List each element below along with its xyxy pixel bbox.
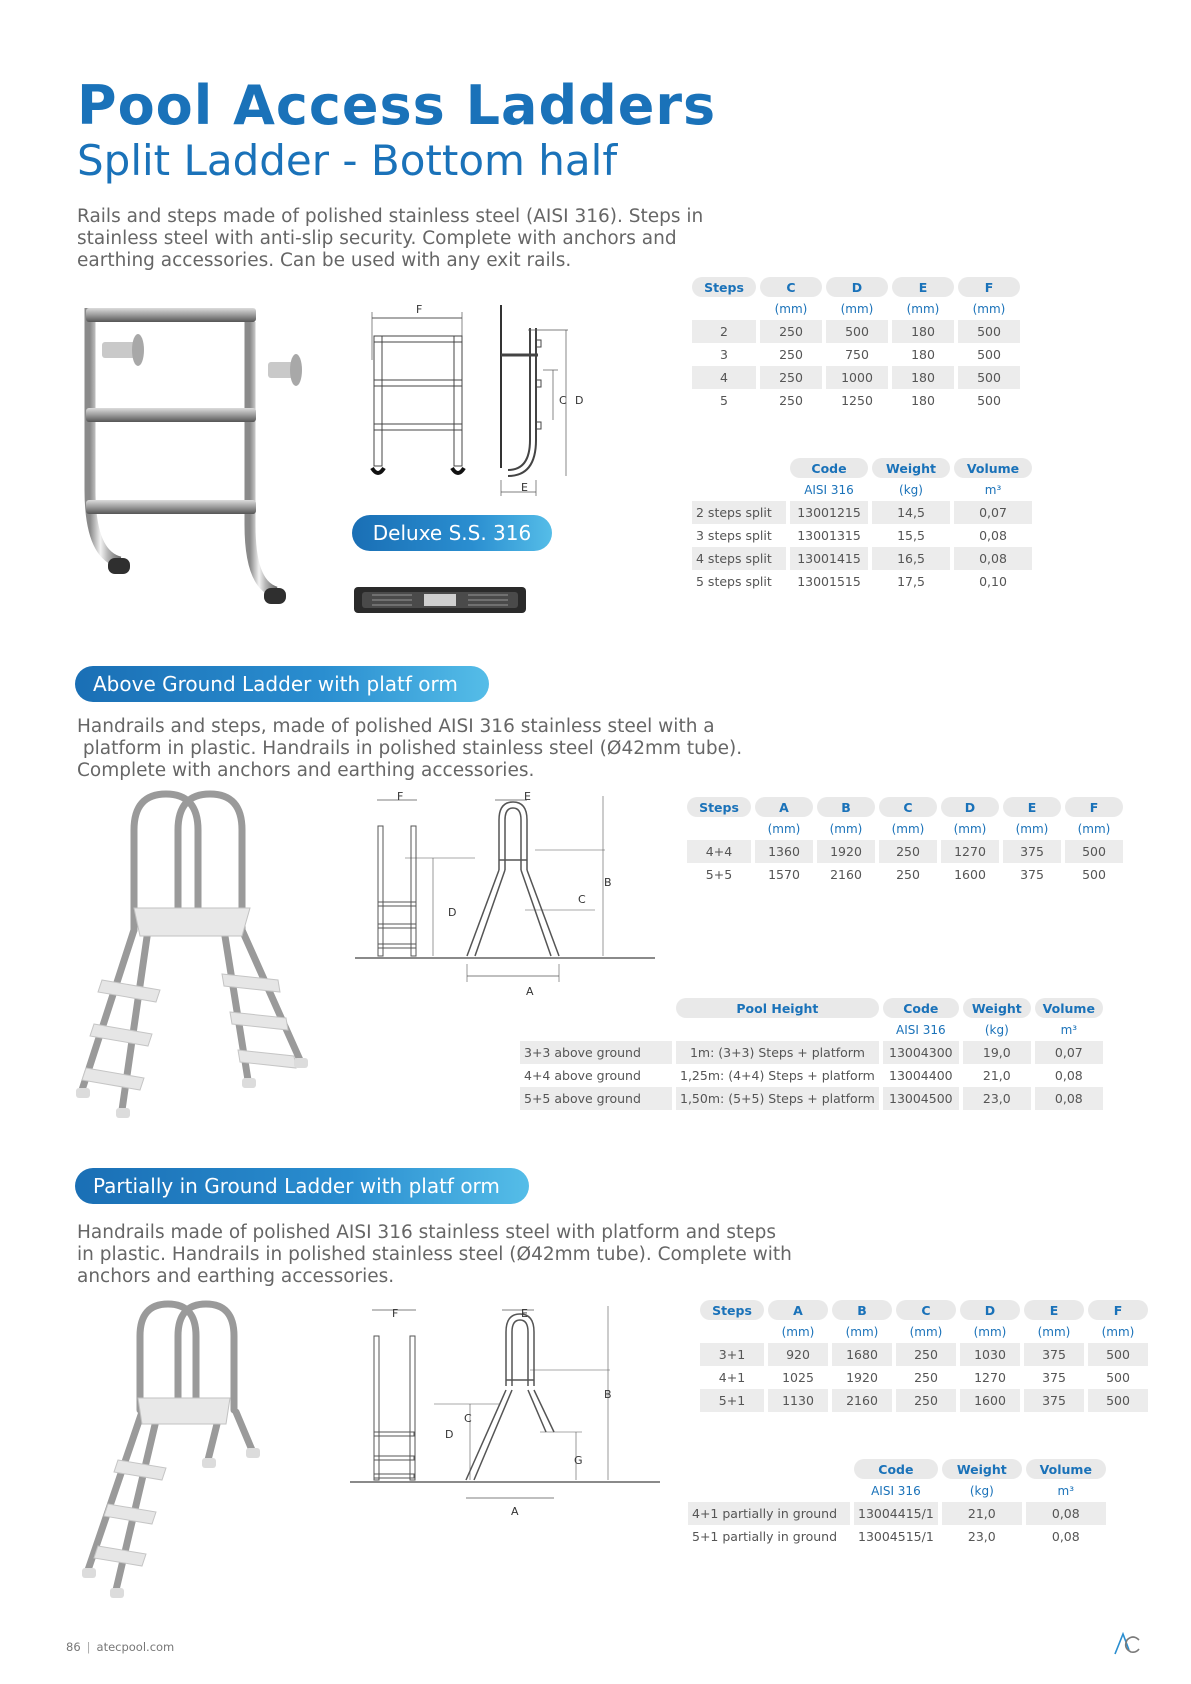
col-header: Volume <box>1026 1459 1106 1479</box>
col-header: Weight <box>963 998 1031 1018</box>
partial-ground-ladder-photo <box>80 1300 280 1600</box>
col-header: E <box>892 277 954 297</box>
table-row <box>692 389 1020 412</box>
table-cell: 3+3 above ground <box>520 1041 672 1064</box>
table-row <box>692 570 1032 593</box>
table-cell: 4 <box>692 366 756 389</box>
partial-codes-table <box>684 1459 1110 1548</box>
table-cell: 15,5 <box>897 528 925 543</box>
table-cell: 1600 <box>954 867 986 882</box>
col-header: A <box>768 1300 828 1320</box>
table-cell: 5 <box>720 393 728 408</box>
table-cell: 250 <box>896 1389 956 1412</box>
col-header: C <box>896 1300 956 1320</box>
table-cell: 1270 <box>941 840 999 863</box>
table-cell: 500 <box>958 366 1020 389</box>
col-header: C <box>879 797 937 817</box>
unit-cell <box>692 297 756 320</box>
table-row <box>687 840 1123 863</box>
unit-cell: (mm) <box>829 821 863 836</box>
table-cell: 1250 <box>841 393 873 408</box>
brand-logo-icon <box>1113 1632 1141 1656</box>
table-cell: 1000 <box>826 366 888 389</box>
table-cell: 13001315 <box>797 528 861 543</box>
page-footer <box>66 1640 174 1654</box>
table-cell: 2 <box>692 320 756 343</box>
table-cell: 0,08 <box>1026 1502 1106 1525</box>
table-cell: 180 <box>911 393 935 408</box>
table-row <box>692 366 1020 389</box>
table-row <box>700 1389 1148 1412</box>
table-cell: 1600 <box>960 1389 1020 1412</box>
col-header: Volume <box>954 458 1032 478</box>
table-cell: 5 steps split <box>696 574 772 589</box>
col-header: C <box>760 277 822 297</box>
table-cell: 4 steps split <box>692 547 786 570</box>
table-cell: 4+1 <box>718 1370 746 1385</box>
table-cell: 17,5 <box>897 574 925 589</box>
col-header <box>520 998 672 1018</box>
table-cell: 21,0 <box>942 1502 1022 1525</box>
unit-cell: (mm) <box>973 1324 1007 1339</box>
col-header: Volume <box>1035 998 1103 1018</box>
col-header: Code <box>790 458 868 478</box>
col-header: Steps <box>692 277 756 297</box>
table-row <box>688 1502 1106 1525</box>
deluxe-badge: Deluxe S.S. 316 <box>352 515 552 551</box>
intro-paragraph: Rails and steps made of polished stainless steel (AISI 316). Steps in stainless steel with anti-slip security. Complete with anchors and earthing accessories. Can be used with any exit rails. <box>77 206 704 271</box>
partial-dimensions-table <box>696 1300 1152 1412</box>
col-header: Weight <box>942 1459 1022 1479</box>
unit-cell: (mm) <box>1037 1324 1071 1339</box>
above-ground-dimension-drawing <box>355 790 655 990</box>
table-cell: 1m: (3+3) Steps + platform <box>676 1041 879 1064</box>
table-cell: 13004400 <box>889 1068 953 1083</box>
table-cell: 3+1 <box>700 1343 764 1366</box>
unit-cell <box>688 1479 850 1502</box>
table-cell: 14,5 <box>872 501 950 524</box>
table-cell: 13004300 <box>883 1041 959 1064</box>
unit-cell: (mm) <box>774 301 808 316</box>
unit-cell: AISI 316 <box>804 482 854 497</box>
dim-label-c: C <box>464 1412 472 1425</box>
col-header: Steps <box>700 1300 764 1320</box>
table-cell: 500 <box>1088 1389 1148 1412</box>
col-header: Weight <box>872 458 950 478</box>
unit-cell: (mm) <box>1077 821 1111 836</box>
dim-label-d: D <box>445 1428 454 1441</box>
table-cell: 13004500 <box>883 1087 959 1110</box>
table-cell: 1570 <box>768 867 800 882</box>
table-cell: 19,0 <box>963 1041 1031 1064</box>
dim-label-b: B <box>604 1388 612 1401</box>
unit-cell <box>676 1018 879 1041</box>
table-cell: 2160 <box>832 1389 892 1412</box>
unit-cell: (mm) <box>781 1324 815 1339</box>
dim-label-a: A <box>526 985 534 998</box>
table-cell: 180 <box>892 320 954 343</box>
col-header: B <box>817 797 875 817</box>
table-cell: 1360 <box>755 840 813 863</box>
unit-cell: m³ <box>984 482 1002 497</box>
table-cell: 250 <box>896 1343 956 1366</box>
table-cell: 4+4 above ground <box>524 1068 641 1083</box>
table-cell: 0,08 <box>979 528 1007 543</box>
table-cell: 1680 <box>832 1343 892 1366</box>
footer-site[interactable]: atecpool.com <box>96 1640 175 1654</box>
col-header <box>692 458 786 478</box>
table-cell: 1025 <box>782 1370 814 1385</box>
table-cell: 375 <box>1042 1370 1066 1385</box>
table-cell: 16,5 <box>872 547 950 570</box>
table-cell: 500 <box>826 320 888 343</box>
table-cell: 250 <box>879 840 937 863</box>
table-cell: 500 <box>1065 840 1123 863</box>
table-cell: 5+5 <box>705 867 733 882</box>
table-cell: 21,0 <box>982 1068 1011 1083</box>
unit-cell: (mm) <box>840 301 874 316</box>
table-cell: 5+5 above ground <box>520 1087 672 1110</box>
table-cell: 920 <box>768 1343 828 1366</box>
above-ground-ladder-photo <box>72 790 332 1130</box>
footer-separator: | <box>86 1640 91 1654</box>
table-cell: 500 <box>977 393 1001 408</box>
unit-cell: AISI 316 <box>896 1022 946 1037</box>
col-header: D <box>960 1300 1020 1320</box>
table-cell: 0,08 <box>954 547 1032 570</box>
col-header: F <box>1088 1300 1148 1320</box>
table-cell: 5+1 <box>700 1389 764 1412</box>
dim-label-g: G <box>574 1454 583 1467</box>
table-cell: 1,25m: (4+4) Steps + platform <box>680 1068 875 1083</box>
col-header: Code <box>883 998 959 1018</box>
table-cell: 2 steps split <box>692 501 786 524</box>
above-ground-description: Handrails and steps, made of polished AISI 316 stainless steel with a platform in plastic. Handrails in polished stainless steel (Ø42mm tube). Complete with anchors and earthing accessories. <box>77 716 743 781</box>
col-header: F <box>958 277 1020 297</box>
table-row <box>520 1064 1103 1087</box>
table-cell: 1,50m: (5+5) Steps + platform <box>676 1087 879 1110</box>
table-cell: 180 <box>911 347 935 362</box>
dim-label-f: F <box>416 303 423 316</box>
unit-cell: m³ <box>1057 1483 1075 1498</box>
dim-label-e: E <box>524 790 531 803</box>
split-codes-table <box>688 458 1036 593</box>
above-dimensions-table <box>683 797 1127 886</box>
table-cell: 23,0 <box>967 1529 996 1544</box>
col-header: F <box>1065 797 1123 817</box>
table-row <box>692 524 1032 547</box>
table-cell: 750 <box>845 347 869 362</box>
col-header: Pool Height <box>676 998 879 1018</box>
col-header: D <box>941 797 999 817</box>
table-cell: 2160 <box>830 867 862 882</box>
table-row <box>700 1343 1148 1366</box>
above-codes-table <box>516 998 1107 1110</box>
col-header: E <box>1024 1300 1084 1320</box>
table-cell: 180 <box>892 366 954 389</box>
split-ladder-photo <box>78 300 308 610</box>
unit-cell <box>692 478 786 501</box>
col-header: Steps <box>687 797 751 817</box>
table-cell: 250 <box>779 347 803 362</box>
table-cell: 375 <box>1024 1343 1084 1366</box>
table-cell: 500 <box>1106 1370 1130 1385</box>
dim-label-c: C <box>559 394 567 407</box>
table-row <box>692 501 1032 524</box>
table-cell: 250 <box>914 1370 938 1385</box>
table-cell: 4+4 <box>687 840 751 863</box>
table-cell: 500 <box>977 347 1001 362</box>
page-subtitle: Split Ladder - Bottom half <box>77 136 618 185</box>
table-cell: 1130 <box>768 1389 828 1412</box>
unit-cell: (mm) <box>1101 1324 1135 1339</box>
table-cell: 500 <box>1088 1343 1148 1366</box>
table-cell: 0,08 <box>1051 1529 1080 1544</box>
partial-ground-dimension-drawing <box>350 1300 660 1510</box>
dim-label-d: D <box>575 394 584 407</box>
dim-label-b: B <box>604 876 612 889</box>
table-cell: 3 steps split <box>696 528 772 543</box>
split-ladder-front-drawing <box>360 300 480 500</box>
table-row <box>700 1366 1148 1389</box>
unit-cell: (kg) <box>984 1022 1009 1037</box>
table-cell: 500 <box>1082 867 1106 882</box>
dim-label-f: F <box>392 1307 399 1320</box>
unit-cell: (mm) <box>972 301 1006 316</box>
table-cell: 1270 <box>974 1370 1006 1385</box>
table-cell: 1920 <box>846 1370 878 1385</box>
unit-cell <box>520 1018 672 1041</box>
table-cell: 0,07 <box>954 501 1032 524</box>
table-cell: 0,08 <box>1054 1068 1083 1083</box>
table-cell: 375 <box>1020 867 1044 882</box>
unit-cell <box>700 1320 764 1343</box>
dim-label-d: D <box>448 906 457 919</box>
unit-cell: (mm) <box>906 301 940 316</box>
unit-cell: (mm) <box>1015 821 1049 836</box>
step-tread-image <box>352 583 528 617</box>
table-row <box>692 343 1020 366</box>
unit-cell: (kg) <box>969 1483 994 1498</box>
table-cell: 250 <box>779 393 803 408</box>
col-header: E <box>1003 797 1061 817</box>
table-cell: 5+1 partially in ground <box>692 1529 838 1544</box>
dim-label-c: C <box>578 893 586 906</box>
table-cell: 13001215 <box>790 501 868 524</box>
table-cell: 23,0 <box>963 1087 1031 1110</box>
page-number: 86 <box>66 1640 81 1654</box>
unit-cell: (kg) <box>899 482 923 497</box>
unit-cell: (mm) <box>953 821 987 836</box>
table-cell: 0,10 <box>979 574 1007 589</box>
split-dimensions-table <box>688 277 1024 412</box>
table-row <box>520 1041 1103 1064</box>
table-row <box>520 1087 1103 1110</box>
col-header: Code <box>854 1459 938 1479</box>
table-cell: 1030 <box>960 1343 1020 1366</box>
col-header <box>688 1459 850 1479</box>
dim-label-e: E <box>521 1307 528 1320</box>
unit-cell <box>687 817 751 840</box>
table-cell: 250 <box>896 867 920 882</box>
table-cell: 250 <box>760 320 822 343</box>
table-cell: 0,07 <box>1035 1041 1103 1064</box>
unit-cell: AISI 316 <box>871 1483 921 1498</box>
col-header: B <box>832 1300 892 1320</box>
table-cell: 13001415 <box>790 547 868 570</box>
table-cell: 375 <box>1024 1389 1084 1412</box>
table-cell: 375 <box>1003 840 1061 863</box>
dim-label-e: E <box>521 481 528 494</box>
partial-ground-description: Handrails made of polished AISI 316 stainless steel with platform and steps in plastic. Handrails in polished stainless steel (Ø42mm tube). Complete with anchors and earthing accessories. <box>77 1222 792 1287</box>
page-title: Pool Access Ladders <box>77 74 717 137</box>
table-cell: 13001515 <box>797 574 861 589</box>
unit-cell: m³ <box>1060 1022 1078 1037</box>
table-cell: 4+1 partially in ground <box>688 1502 850 1525</box>
table-cell: 250 <box>760 366 822 389</box>
table-cell: 0,08 <box>1035 1087 1103 1110</box>
unit-cell: (mm) <box>909 1324 943 1339</box>
unit-cell: (mm) <box>891 821 925 836</box>
table-cell: 13004515/1 <box>858 1529 934 1544</box>
table-row <box>692 320 1020 343</box>
partial-ground-heading: Partially in Ground Ladder with platf orm <box>75 1168 529 1204</box>
unit-cell: (mm) <box>767 821 801 836</box>
dim-label-f: F <box>397 790 404 803</box>
table-cell: 13004415/1 <box>854 1502 938 1525</box>
unit-cell: (mm) <box>845 1324 879 1339</box>
table-row <box>688 1525 1106 1548</box>
table-cell: 500 <box>958 320 1020 343</box>
table-cell: 3 <box>720 347 728 362</box>
table-cell: 1920 <box>817 840 875 863</box>
dim-label-a: A <box>511 1505 519 1518</box>
col-header: D <box>826 277 888 297</box>
table-row <box>692 547 1032 570</box>
col-header: A <box>755 797 813 817</box>
above-ground-heading: Above Ground Ladder with platf orm <box>75 666 489 702</box>
table-row <box>687 863 1123 886</box>
